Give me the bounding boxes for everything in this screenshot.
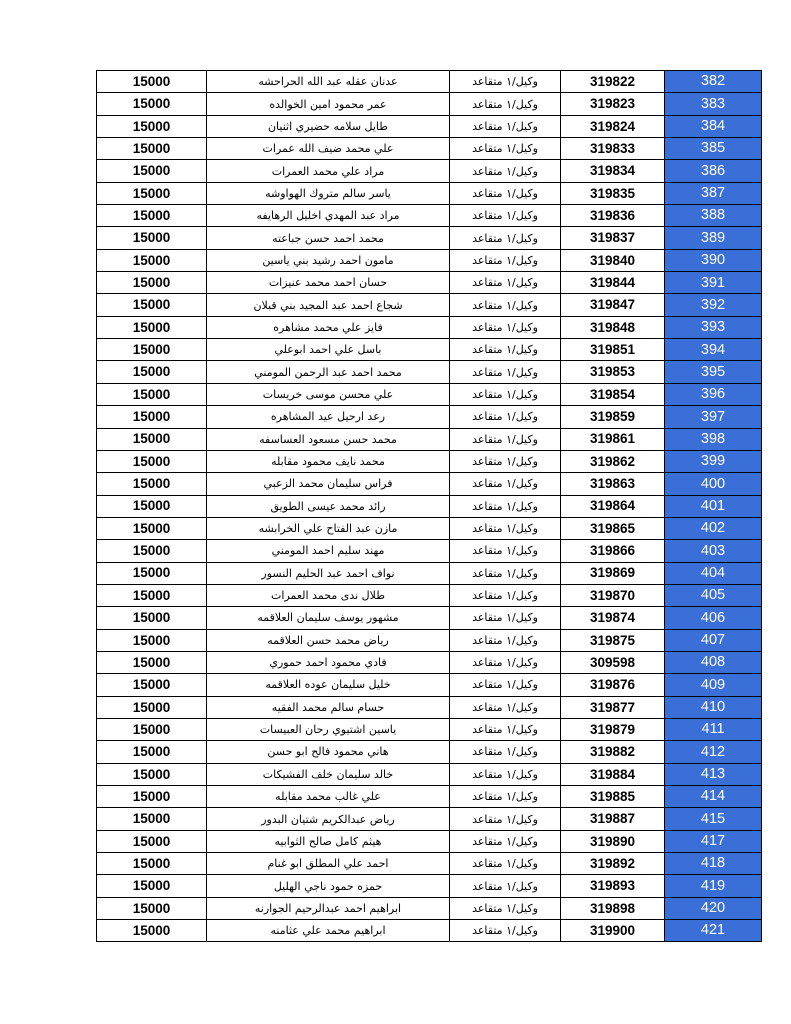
amount-cell: 15000: [97, 920, 207, 942]
military-number-cell: 319870: [561, 584, 665, 606]
table-row: [97, 495, 762, 517]
table-row: [97, 160, 762, 182]
name-cell: خليل سليمان عوده العلاقمه: [207, 674, 450, 696]
amount-cell: 15000: [97, 696, 207, 718]
military-number-cell: 319864: [561, 495, 665, 517]
table-row: [97, 450, 762, 472]
military-number-cell: 319890: [561, 830, 665, 852]
sequence-number-cell: 399: [665, 450, 762, 472]
amount-cell: 15000: [97, 71, 207, 93]
military-number-cell: 319877: [561, 696, 665, 718]
amount-cell: 15000: [97, 607, 207, 629]
table-row: [97, 607, 762, 629]
rank-cell: وكيل/١ متقاعد: [450, 897, 561, 919]
sequence-number-cell: 390: [665, 249, 762, 271]
sequence-number-cell: 384: [665, 115, 762, 137]
amount-cell: 15000: [97, 808, 207, 830]
rank-cell: وكيل/١ متقاعد: [450, 808, 561, 830]
table-row: [97, 540, 762, 562]
name-cell: طايل سلامه حضيري اثنيان: [207, 115, 450, 137]
military-number-cell: 319851: [561, 339, 665, 361]
military-number-cell: 319854: [561, 383, 665, 405]
military-number-cell: 319875: [561, 629, 665, 651]
rank-cell: وكيل/١ متقاعد: [450, 584, 561, 606]
name-cell: رعد ارحيل عيد المشاهره: [207, 406, 450, 428]
sequence-number-cell: 417: [665, 830, 762, 852]
table-row: [97, 897, 762, 919]
name-cell: احمد علي المطلق ابو غنام: [207, 853, 450, 875]
military-number-cell: 319885: [561, 786, 665, 808]
sequence-number-cell: 385: [665, 138, 762, 160]
amount-cell: 15000: [97, 272, 207, 294]
amount-cell: 15000: [97, 182, 207, 204]
table-row: [97, 786, 762, 808]
name-cell: محمد نايف محمود مقابله: [207, 450, 450, 472]
table-row: [97, 875, 762, 897]
amount-cell: 15000: [97, 540, 207, 562]
name-cell: علي غالب محمد مقابله: [207, 786, 450, 808]
sequence-number-cell: 387: [665, 182, 762, 204]
name-cell: فايز علي محمد مشاهره: [207, 316, 450, 338]
name-cell: ياسر سالم متروك الهواوشه: [207, 182, 450, 204]
amount-cell: 15000: [97, 450, 207, 472]
table-row: [97, 294, 762, 316]
amount-cell: 15000: [97, 741, 207, 763]
name-cell: مازن عبد الفتاح علي الخرابشه: [207, 517, 450, 539]
payment-list-table: [96, 70, 762, 942]
name-cell: محمد احمد عبد الرحمن المومني: [207, 361, 450, 383]
amount-cell: 15000: [97, 115, 207, 137]
military-number-cell: 319884: [561, 763, 665, 785]
name-cell: حمزه حمود ناجي الهليل: [207, 875, 450, 897]
rank-cell: وكيل/١ متقاعد: [450, 383, 561, 405]
amount-cell: 15000: [97, 853, 207, 875]
military-number-cell: 319847: [561, 294, 665, 316]
military-number-cell: 319879: [561, 718, 665, 740]
table-row: [97, 182, 762, 204]
amount-cell: 15000: [97, 294, 207, 316]
sequence-number-cell: 382: [665, 71, 762, 93]
name-cell: عمر محمود امين الخوالده: [207, 93, 450, 115]
rank-cell: وكيل/١ متقاعد: [450, 71, 561, 93]
rank-cell: وكيل/١ متقاعد: [450, 830, 561, 852]
rank-cell: وكيل/١ متقاعد: [450, 316, 561, 338]
rank-cell: وكيل/١ متقاعد: [450, 339, 561, 361]
sequence-number-cell: 398: [665, 428, 762, 450]
table-row: [97, 227, 762, 249]
name-cell: حسام سالم محمد الفقيه: [207, 696, 450, 718]
amount-cell: 15000: [97, 830, 207, 852]
military-number-cell: 319893: [561, 875, 665, 897]
sequence-number-cell: 403: [665, 540, 762, 562]
sequence-number-cell: 405: [665, 584, 762, 606]
military-number-cell: 319836: [561, 205, 665, 227]
table-row: [97, 830, 762, 852]
name-cell: محمد حسن مسعود العساسفه: [207, 428, 450, 450]
table-row: [97, 473, 762, 495]
amount-cell: 15000: [97, 786, 207, 808]
amount-cell: 15000: [97, 584, 207, 606]
rank-cell: وكيل/١ متقاعد: [450, 294, 561, 316]
rank-cell: وكيل/١ متقاعد: [450, 205, 561, 227]
rank-cell: وكيل/١ متقاعد: [450, 607, 561, 629]
military-number-cell: 319898: [561, 897, 665, 919]
rank-cell: وكيل/١ متقاعد: [450, 540, 561, 562]
military-number-cell: 319863: [561, 473, 665, 495]
rank-cell: وكيل/١ متقاعد: [450, 741, 561, 763]
rank-cell: وكيل/١ متقاعد: [450, 227, 561, 249]
name-cell: ابراهيم احمد عبدالرحيم الجوارنه: [207, 897, 450, 919]
military-number-cell: 319882: [561, 741, 665, 763]
name-cell: رائد محمد عيسى الطويق: [207, 495, 450, 517]
military-number-cell: 319848: [561, 316, 665, 338]
rank-cell: وكيل/١ متقاعد: [450, 651, 561, 673]
sequence-number-cell: 396: [665, 383, 762, 405]
sequence-number-cell: 421: [665, 920, 762, 942]
table-row: [97, 741, 762, 763]
military-number-cell: 319837: [561, 227, 665, 249]
sequence-number-cell: 386: [665, 160, 762, 182]
name-cell: طلال ندى محمد العمرات: [207, 584, 450, 606]
name-cell: محمد احمد حسن جباعته: [207, 227, 450, 249]
name-cell: مراد عبد المهدي اخليل الرهايفه: [207, 205, 450, 227]
military-number-cell: 319823: [561, 93, 665, 115]
sequence-number-cell: 415: [665, 808, 762, 830]
table-row: [97, 361, 762, 383]
military-number-cell: 319853: [561, 361, 665, 383]
name-cell: شجاع احمد عبد المجيد بني قبلان: [207, 294, 450, 316]
military-number-cell: 309598: [561, 651, 665, 673]
sequence-number-cell: 409: [665, 674, 762, 696]
rank-cell: وكيل/١ متقاعد: [450, 718, 561, 740]
military-number-cell: 319865: [561, 517, 665, 539]
amount-cell: 15000: [97, 629, 207, 651]
rank-cell: وكيل/١ متقاعد: [450, 517, 561, 539]
rank-cell: وكيل/١ متقاعد: [450, 763, 561, 785]
amount-cell: 15000: [97, 495, 207, 517]
military-number-cell: 319861: [561, 428, 665, 450]
military-number-cell: 319844: [561, 272, 665, 294]
table-row: [97, 428, 762, 450]
amount-cell: 15000: [97, 897, 207, 919]
table-row: [97, 339, 762, 361]
amount-cell: 15000: [97, 160, 207, 182]
amount-cell: 15000: [97, 763, 207, 785]
name-cell: نواف احمد عبد الحليم النسور: [207, 562, 450, 584]
amount-cell: 15000: [97, 428, 207, 450]
rank-cell: وكيل/١ متقاعد: [450, 696, 561, 718]
amount-cell: 15000: [97, 138, 207, 160]
amount-cell: 15000: [97, 227, 207, 249]
sequence-number-cell: 419: [665, 875, 762, 897]
name-cell: عدنان عقله عبد الله الحراحشه: [207, 71, 450, 93]
amount-cell: 15000: [97, 875, 207, 897]
table-row: [97, 205, 762, 227]
table-row: [97, 718, 762, 740]
name-cell: هاني محمود فالح ابو حسن: [207, 741, 450, 763]
sequence-number-cell: 413: [665, 763, 762, 785]
military-number-cell: 319866: [561, 540, 665, 562]
rank-cell: وكيل/١ متقاعد: [450, 428, 561, 450]
military-number-cell: 319833: [561, 138, 665, 160]
name-cell: ابراهيم محمد علي عثامنه: [207, 920, 450, 942]
amount-cell: 15000: [97, 718, 207, 740]
rank-cell: وكيل/١ متقاعد: [450, 406, 561, 428]
sequence-number-cell: 402: [665, 517, 762, 539]
name-cell: علي محسن موسى خريسات: [207, 383, 450, 405]
rank-cell: وكيل/١ متقاعد: [450, 473, 561, 495]
table-body: [97, 71, 762, 942]
rank-cell: وكيل/١ متقاعد: [450, 450, 561, 472]
amount-cell: 15000: [97, 316, 207, 338]
table-row: [97, 138, 762, 160]
amount-cell: 15000: [97, 383, 207, 405]
military-number-cell: 319874: [561, 607, 665, 629]
sequence-number-cell: 392: [665, 294, 762, 316]
sequence-number-cell: 400: [665, 473, 762, 495]
name-cell: مراد علي محمد العمرات: [207, 160, 450, 182]
sequence-number-cell: 412: [665, 741, 762, 763]
sequence-number-cell: 401: [665, 495, 762, 517]
amount-cell: 15000: [97, 473, 207, 495]
rank-cell: وكيل/١ متقاعد: [450, 93, 561, 115]
name-cell: ياسين اشتيوي رحان العبيسات: [207, 718, 450, 740]
rank-cell: وكيل/١ متقاعد: [450, 786, 561, 808]
sequence-number-cell: 391: [665, 272, 762, 294]
military-number-cell: 319834: [561, 160, 665, 182]
amount-cell: 15000: [97, 93, 207, 115]
table-row: [97, 93, 762, 115]
rank-cell: وكيل/١ متقاعد: [450, 920, 561, 942]
table-row: [97, 272, 762, 294]
amount-cell: 15000: [97, 339, 207, 361]
name-cell: علي محمد ضيف الله عمرات: [207, 138, 450, 160]
amount-cell: 15000: [97, 406, 207, 428]
amount-cell: 15000: [97, 249, 207, 271]
name-cell: فراس سليمان محمد الزعبي: [207, 473, 450, 495]
table-row: [97, 383, 762, 405]
table-row: [97, 249, 762, 271]
military-number-cell: 319876: [561, 674, 665, 696]
sequence-number-cell: 408: [665, 651, 762, 673]
rank-cell: وكيل/١ متقاعد: [450, 160, 561, 182]
sequence-number-cell: 394: [665, 339, 762, 361]
table-row: [97, 920, 762, 942]
rank-cell: وكيل/١ متقاعد: [450, 115, 561, 137]
table-row: [97, 629, 762, 651]
rank-cell: وكيل/١ متقاعد: [450, 562, 561, 584]
name-cell: حسان احمد محمد عنيزات: [207, 272, 450, 294]
rank-cell: وكيل/١ متقاعد: [450, 853, 561, 875]
military-number-cell: 319824: [561, 115, 665, 137]
name-cell: مامون احمد رشيد بني ياسين: [207, 249, 450, 271]
sequence-number-cell: 418: [665, 853, 762, 875]
sequence-number-cell: 414: [665, 786, 762, 808]
table-row: [97, 651, 762, 673]
sequence-number-cell: 383: [665, 93, 762, 115]
sequence-number-cell: 388: [665, 205, 762, 227]
military-number-cell: 319900: [561, 920, 665, 942]
rank-cell: وكيل/١ متقاعد: [450, 361, 561, 383]
sequence-number-cell: 393: [665, 316, 762, 338]
table-row: [97, 584, 762, 606]
military-number-cell: 319835: [561, 182, 665, 204]
amount-cell: 15000: [97, 205, 207, 227]
name-cell: فادي محمود احمد حموري: [207, 651, 450, 673]
table-row: [97, 562, 762, 584]
sequence-number-cell: 411: [665, 718, 762, 740]
rank-cell: وكيل/١ متقاعد: [450, 674, 561, 696]
sequence-number-cell: 420: [665, 897, 762, 919]
table-row: [97, 517, 762, 539]
table-row: [97, 763, 762, 785]
rank-cell: وكيل/١ متقاعد: [450, 182, 561, 204]
name-cell: مهند سليم احمد المومني: [207, 540, 450, 562]
table-row: [97, 406, 762, 428]
name-cell: خالد سليمان خلف الفشيكات: [207, 763, 450, 785]
amount-cell: 15000: [97, 674, 207, 696]
rank-cell: وكيل/١ متقاعد: [450, 875, 561, 897]
military-number-cell: 319862: [561, 450, 665, 472]
sequence-number-cell: 404: [665, 562, 762, 584]
table-row: [97, 674, 762, 696]
sequence-number-cell: 389: [665, 227, 762, 249]
rank-cell: وكيل/١ متقاعد: [450, 495, 561, 517]
sequence-number-cell: 407: [665, 629, 762, 651]
name-cell: رياض عبدالكريم شتيان البدور: [207, 808, 450, 830]
military-number-cell: 319887: [561, 808, 665, 830]
amount-cell: 15000: [97, 517, 207, 539]
military-number-cell: 319892: [561, 853, 665, 875]
name-cell: مشهور يوسف سليمان العلاقمه: [207, 607, 450, 629]
military-number-cell: 319822: [561, 71, 665, 93]
table-row: [97, 71, 762, 93]
amount-cell: 15000: [97, 361, 207, 383]
military-number-cell: 319840: [561, 249, 665, 271]
table-row: [97, 696, 762, 718]
table-row: [97, 316, 762, 338]
sequence-number-cell: 410: [665, 696, 762, 718]
sequence-number-cell: 406: [665, 607, 762, 629]
rank-cell: وكيل/١ متقاعد: [450, 629, 561, 651]
rank-cell: وكيل/١ متقاعد: [450, 272, 561, 294]
name-cell: باسل علي احمد ابوعلي: [207, 339, 450, 361]
amount-cell: 15000: [97, 562, 207, 584]
name-cell: رياض محمد حسن العلاقمه: [207, 629, 450, 651]
rank-cell: وكيل/١ متقاعد: [450, 138, 561, 160]
rank-cell: وكيل/١ متقاعد: [450, 249, 561, 271]
sequence-number-cell: 395: [665, 361, 762, 383]
table-row: [97, 808, 762, 830]
military-number-cell: 319859: [561, 406, 665, 428]
table-row: [97, 115, 762, 137]
sequence-number-cell: 397: [665, 406, 762, 428]
military-number-cell: 319869: [561, 562, 665, 584]
table-row: [97, 853, 762, 875]
amount-cell: 15000: [97, 651, 207, 673]
name-cell: هيثم كامل صالح الثوابيه: [207, 830, 450, 852]
